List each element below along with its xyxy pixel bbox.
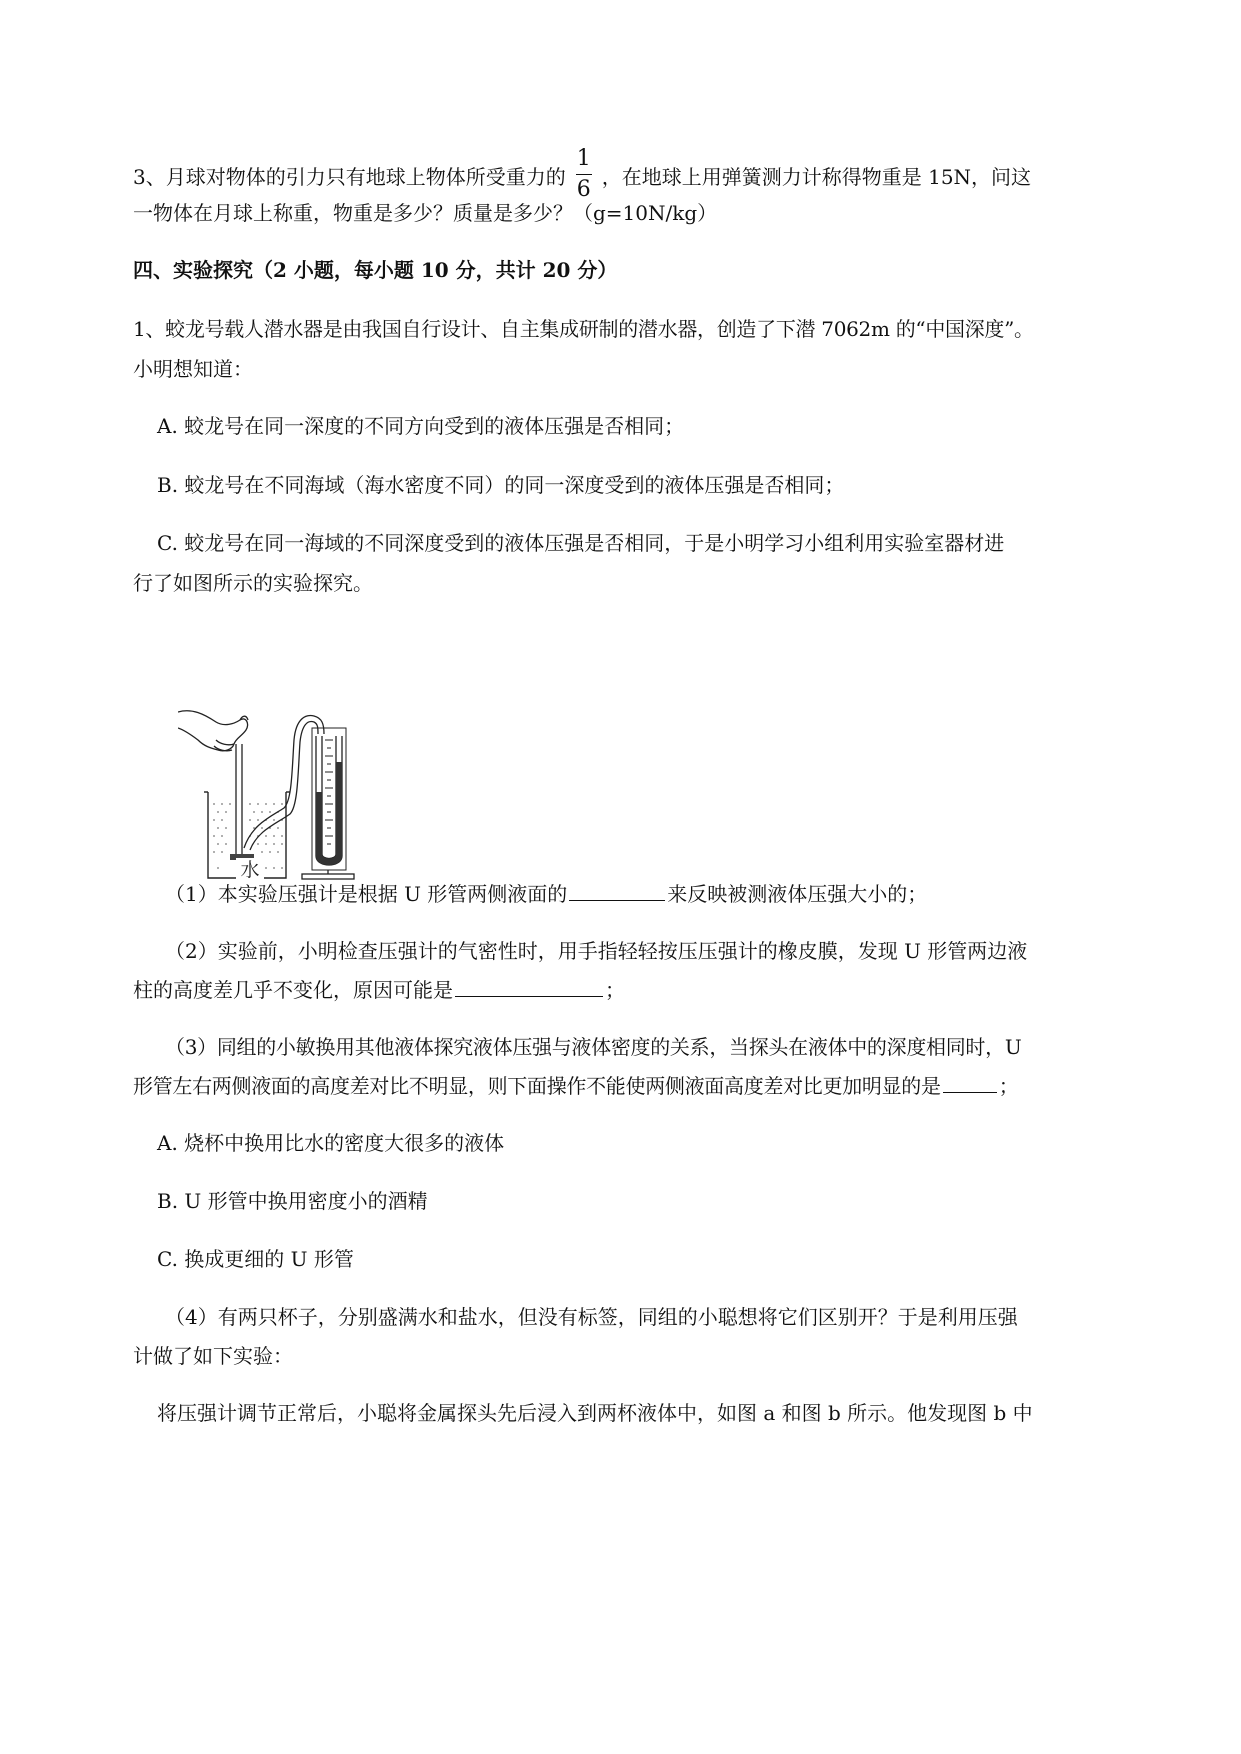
- pressure-gauge-illustration: [178, 700, 378, 880]
- q3-text-part1: 3、月球对物体的引力只有地球上物体所受重力的: [133, 165, 566, 189]
- stand: [302, 870, 354, 879]
- sub4-line3: 将压强计调节正常后，小聪将金属探头先后浸入到两杯液体中，如图 a 和图 b 所示。他发现图 b 中: [157, 1401, 1033, 1425]
- sub3-option-b: B. U 形管中换用密度小的酒精: [157, 1189, 428, 1213]
- water-label: 水: [240, 859, 260, 880]
- fraction-denominator: 6: [576, 177, 591, 202]
- p1-option-c-line2: 行了如图所示的实验探究。: [133, 571, 373, 595]
- sub4-line1: （4）有两只杯子，分别盛满水和盐水，但没有标签，同组的小聪想将它们区别开？于是利用压强: [165, 1305, 1018, 1329]
- fraction-bar: [576, 174, 592, 175]
- sub3-option-a: A. 烧杯中换用比水的密度大很多的液体: [157, 1131, 505, 1155]
- sub3-option-c: C. 换成更细的 U 形管: [157, 1247, 354, 1271]
- p1-option-c-line1: C. 蛟龙号在同一海域的不同深度受到的液体压强是否相同，于是小明学习小组利用实验室器材进: [157, 531, 1005, 555]
- answer-blank-2[interactable]: [455, 976, 603, 997]
- probe-tube: [236, 744, 252, 858]
- sub4-line2: 计做了如下实验：: [133, 1344, 293, 1368]
- sub3-text-after: ；: [998, 1074, 1019, 1098]
- p1-option-b: B. 蛟龙号在不同海域（海水密度不同）的同一深度受到的液体压强是否相同；: [157, 473, 845, 497]
- sub3-line1: （3）同组的小敏换用其他液体探究液体压强与液体密度的关系，当探头在液体中的深度相同时，U: [165, 1035, 1022, 1059]
- q3-line2: 一物体在月球上称重，物重是多少？质量是多少？（g=10N/kg）: [133, 201, 718, 225]
- fraction-numerator: 1: [576, 146, 591, 171]
- u-tube-liquid: [316, 762, 342, 865]
- sub2-text-after: ；: [605, 978, 625, 1002]
- answer-blank-3[interactable]: [943, 1072, 997, 1093]
- p1-line2: 小明想知道：: [133, 357, 253, 381]
- sub1-text-before: （1）本实验压强计是根据 U 形管两侧液面的: [165, 882, 568, 906]
- hand-illustration: [178, 711, 248, 751]
- answer-blank-1[interactable]: [569, 880, 665, 901]
- sub2-line1: （2）实验前，小明检查压强计的气密性时，用手指轻轻按压压强计的橡皮膜，发现 U 形管两边液: [165, 939, 1028, 963]
- fraction-one-sixth: [576, 146, 592, 203]
- p1-option-a: A. 蛟龙号在同一深度的不同方向受到的液体压强是否相同；: [157, 414, 685, 438]
- sub2-line2: [133, 976, 625, 1003]
- p1-line1: 1、蛟龙号载人潜水器是由我国自行设计、自主集成研制的潜水器，创造了下潜 7062m 的“中国深度”。: [133, 317, 1034, 341]
- pressure-gauge-figure: [178, 700, 378, 884]
- sub2-text-before: 柱的高度差几乎不变化，原因可能是: [133, 978, 453, 1002]
- sub3-line2: [133, 1072, 1018, 1099]
- q3-text-part2: ，在地球上用弹簧测力计称得物重是 15N，问这: [601, 165, 1032, 189]
- sub3-text-before: 形管左右两侧液面的高度差对比不明显，则下面操作不能使两侧液面高度差对比更加明显的是: [133, 1074, 941, 1098]
- q3-line1: [133, 146, 1032, 207]
- section-heading: 四、实验探究（2 小题，每小题 10 分，共计 20 分）: [133, 258, 618, 282]
- sub1-text-after: 来反映被测液体压强大小的；: [667, 882, 928, 906]
- sub1-line: [165, 880, 927, 907]
